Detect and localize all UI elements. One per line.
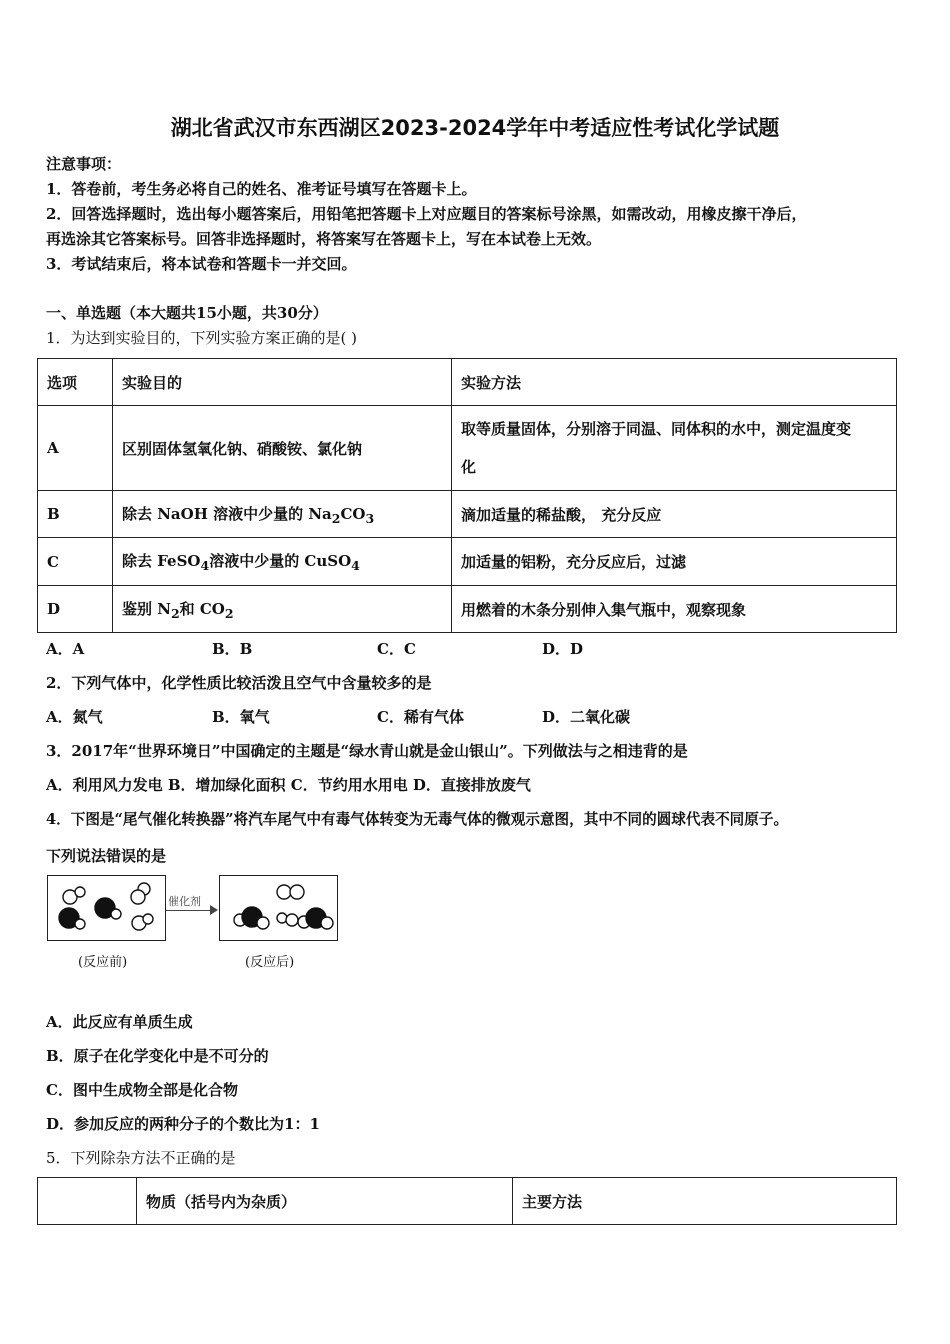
formula-text: 除去 FeSO [122, 552, 201, 570]
page-title: 湖北省武汉市东西湖区2023-2024学年中考适应性考试化学试题 [170, 116, 780, 140]
table-row [38, 586, 897, 633]
before-reaction-box [47, 875, 166, 941]
table-row [38, 406, 897, 491]
table-header-cell: 物质（括号内为杂质） [137, 1178, 513, 1225]
q2-option-d: D．二氧化碳 [542, 708, 631, 726]
table-cell: 加适量的铝粉，充分反应后，过滤 [452, 538, 897, 586]
notice-item: 再选涂其它答案标号。回答非选择题时，将答案写在答题卡上，写在本试卷上无效。 [46, 230, 602, 248]
table-cell: B [38, 491, 113, 538]
table-cell [113, 538, 452, 586]
method-line: 取等质量固体，分别溶于同温、同体积的水中，测定温度变 [461, 420, 852, 438]
notice-heading: 注意事项： [46, 155, 122, 173]
q4-stem-continued: 下列说法错误的是 [46, 847, 167, 865]
q2-stem: 2．下列气体中，化学性质比较活泼且空气中含量较多的是 [46, 674, 432, 692]
q2-option-a: A．氮气 [46, 708, 103, 726]
q1-option-d: D．D [542, 640, 584, 658]
table-header-cell: 选项 [38, 359, 113, 406]
table-cell: A [38, 406, 113, 491]
table-cell: C [38, 538, 113, 586]
table-header-row [38, 359, 897, 406]
before-label: (反应前) [78, 955, 128, 970]
table-header-cell: 主要方法 [513, 1178, 897, 1225]
q2-option-c: C．稀有气体 [377, 708, 464, 726]
table-cell: 区别固体氢氧化钠、硝酸铵、氯化钠 [113, 406, 452, 491]
formula-subscript: 2 [331, 510, 341, 526]
q1-stem: 1．为达到实验目的，下列实验方案正确的是( ) [46, 329, 358, 347]
after-molecules-graphic [220, 876, 337, 940]
q1-table [37, 358, 897, 633]
q5-stem: 5．下列除杂方法不正确的是 [46, 1149, 236, 1167]
formula-text: 除去 NaOH 溶液中少量的 Na [122, 504, 332, 523]
table-cell: D [38, 586, 113, 633]
formula-subscript: 4 [200, 558, 210, 573]
table-header-row [38, 1178, 897, 1225]
table-cell [113, 586, 452, 633]
formula-text: 鉴别 N [122, 599, 171, 618]
table-row [38, 491, 897, 538]
section-heading: 一、单选题（本大题共15小题，共30分） [46, 304, 328, 322]
q4-stem: 4．下图是“尾气催化转换器”将汽车尾气中有毒气体转变为无毒气体的微观示意图，其中不同的圆球代表不同原子。 [46, 811, 789, 828]
q5-table [37, 1177, 897, 1225]
q4-option-d: D．参加反应的两种分子的个数比为1：1 [46, 1115, 320, 1133]
formula-subscript: 2 [224, 605, 234, 621]
formula-subscript: 3 [365, 510, 375, 526]
notice-item: 3．考试结束后，将本试卷和答题卡一并交回。 [46, 255, 357, 273]
before-molecules-graphic [48, 876, 165, 940]
formula-text: CO [340, 504, 366, 523]
table-header-cell: 实验目的 [113, 359, 452, 406]
q1-option-a: A．A [46, 640, 85, 658]
table-cell [113, 491, 452, 538]
notice-item: 1．答卷前，考生务必将自己的姓名、准考证号填写在答题卡上。 [46, 180, 477, 198]
after-label: (反应后) [245, 955, 295, 970]
reaction-arrow-line [166, 910, 216, 911]
after-reaction-box [219, 875, 338, 941]
catalyst-label: 催化剂 [168, 895, 201, 908]
table-row [38, 538, 897, 586]
method-line: 化 [461, 458, 477, 476]
formula-text: 溶液中少量的 CuSO [209, 552, 352, 570]
formula-text: 和 CO [179, 599, 225, 618]
table-cell [452, 406, 897, 491]
q3-stem: 3．2017年“世界环境日”中国确定的主题是“绿水青山就是金山银山”。下列做法与之相违背的是 [46, 742, 688, 760]
formula-subscript: 4 [351, 558, 360, 573]
q1-option-b: B．B [212, 640, 253, 658]
q2-option-b: B．氧气 [212, 708, 270, 726]
table-cell: 滴加适量的稀盐酸， 充分反应 [452, 491, 897, 538]
table-cell: 用燃着的木条分别伸入集气瓶中，观察现象 [452, 586, 897, 633]
q4-option-c: C．图中生成物全部是化合物 [46, 1081, 238, 1099]
formula-subscript: 2 [170, 605, 180, 621]
q3-options: A．利用风力发电 B．增加绿化面积 C．节约用水用电 D．直接排放废气 [46, 776, 531, 794]
table-header-cell [38, 1178, 137, 1225]
notice-item: 2．回答选择题时，选出每小题答案后，用铅笔把答题卡上对应题目的答案标号涂黑，如需改动，用橡皮擦干净后， [46, 205, 807, 223]
q4-option-a: A．此反应有单质生成 [46, 1013, 193, 1031]
q4-option-b: B．原子在化学变化中是不可分的 [46, 1047, 269, 1065]
reaction-arrow-head [210, 905, 218, 915]
q1-option-c: C．C [377, 640, 416, 658]
table-header-cell: 实验方法 [452, 359, 897, 406]
